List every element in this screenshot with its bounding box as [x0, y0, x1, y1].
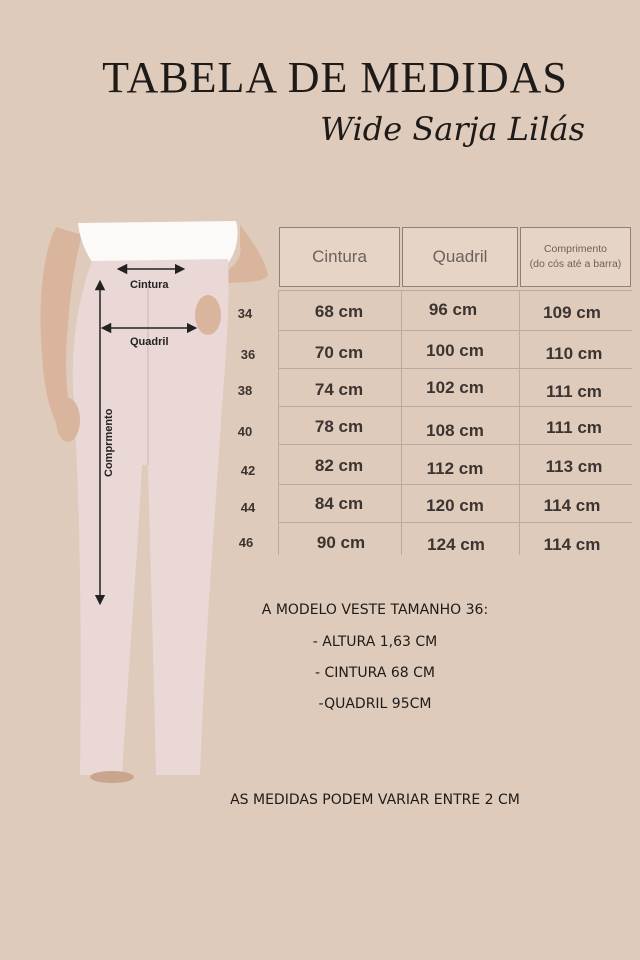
hip-value: 96 cm	[428, 300, 478, 319]
model-note-heading: A MODELO VESTE TAMANHO 36:	[261, 602, 489, 618]
hip-value: 108 cm	[426, 421, 484, 440]
length-value: 113 cm	[545, 457, 603, 476]
waist-value: 84 cm	[314, 494, 364, 513]
waist-value: 90 cm	[316, 533, 366, 552]
waist-value: 78 cm	[314, 417, 364, 436]
hip-value: 124 cm	[427, 535, 485, 554]
table-divider	[278, 522, 632, 523]
waist-value: 74 cm	[314, 380, 364, 399]
length-value: 114 cm	[543, 535, 601, 554]
size-label: 40	[237, 424, 253, 439]
waist-value: 82 cm	[314, 456, 364, 475]
length-value: 110 cm	[545, 344, 603, 363]
page-title: TABELA DE MEDIDAS	[102, 53, 568, 102]
table-divider	[278, 444, 632, 445]
column-header-hip: Quadril	[402, 227, 518, 287]
table-divider	[278, 330, 632, 331]
model-note-line: - ALTURA 1,63 CM	[312, 634, 438, 650]
length-value: 114 cm	[543, 496, 601, 515]
length-value: 111 cm	[546, 418, 602, 437]
hip-label: Quadril	[130, 336, 169, 348]
waist-value: 68 cm	[314, 302, 364, 321]
column-header-waist: Cintura	[279, 227, 400, 287]
column-header-length: Comprimento (do cós até a barra)	[520, 227, 631, 287]
disclaimer: AS MEDIDAS PODEM VARIAR ENTRE 2 CM	[230, 792, 520, 808]
length-value: 111 cm	[546, 382, 602, 401]
waist-label: Cintura	[130, 279, 169, 291]
model-note-line: - CINTURA 68 CM	[315, 665, 435, 681]
length-label: Comprmento	[103, 408, 115, 477]
length-value: 109 cm	[543, 303, 601, 322]
table-divider	[278, 406, 632, 407]
size-label: 44	[240, 500, 256, 515]
hip-value: 120 cm	[426, 496, 484, 515]
size-label: 34	[237, 306, 253, 321]
size-label: 36	[240, 347, 256, 362]
size-label: 42	[240, 463, 256, 478]
hip-value: 102 cm	[426, 378, 484, 397]
hip-value: 100 cm	[426, 341, 484, 360]
table-divider	[278, 290, 632, 291]
table-divider	[278, 368, 632, 369]
table-divider	[278, 484, 632, 485]
hip-value: 112 cm	[426, 459, 484, 478]
size-label: 38	[237, 383, 253, 398]
product-subtitle: Wide Sarja Lilás	[320, 110, 585, 148]
size-label: 46	[238, 535, 254, 550]
waist-value: 70 cm	[314, 343, 364, 362]
model-note-line: -QUADRIL 95CM	[318, 696, 432, 712]
